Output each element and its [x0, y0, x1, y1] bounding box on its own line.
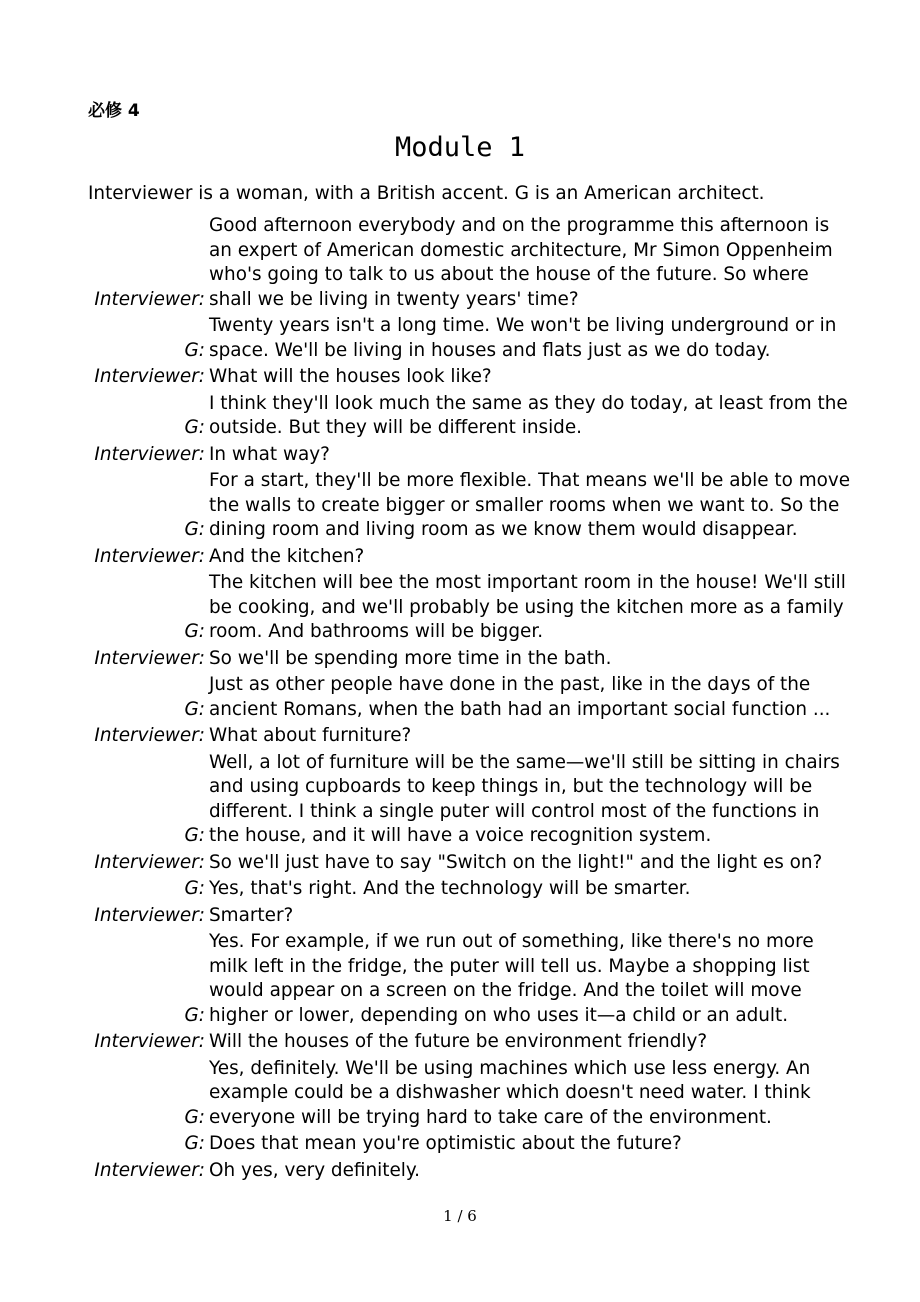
- dialogue-turn: [0, 930, 920, 1028]
- dialogue-line: shall we be living in twenty years' time?: [209, 288, 579, 310]
- dialogue-turn: [0, 647, 920, 672]
- dialogue-text: [209, 930, 849, 1028]
- dialogue-line: In what way?: [209, 443, 330, 465]
- dialogue-turn: [0, 214, 920, 312]
- dialogue-text: [209, 214, 849, 312]
- speaker-label: Interviewer:: [94, 288, 205, 310]
- dialogue-line: I think they'll look much the same as they do today, at least from the: [209, 392, 848, 414]
- speaker-label: G:: [184, 339, 205, 361]
- speaker-label: G:: [184, 621, 205, 642]
- speaker-label: G:: [184, 878, 205, 899]
- dialogue-line: And the kitchen?: [209, 545, 365, 567]
- dialogue-line: Yes, that's right. And the technology will be smarter.: [209, 878, 691, 899]
- page-title: Module 1: [394, 132, 526, 163]
- dialogue-line: Just as other people have done in the past, like in the days of the: [209, 674, 811, 695]
- dialogue-line: Oh yes, very definitely.: [209, 1159, 421, 1181]
- dialogue-line: So we'll just have to say "Switch on the light!" and the light es on?: [209, 851, 823, 873]
- dialogue-turn: [0, 545, 920, 570]
- dialogue-line: dining room and living room as we know them would disappear.: [209, 519, 798, 540]
- dialogue-turn: [0, 1159, 920, 1184]
- dialogue-turn: [0, 1030, 920, 1055]
- dialogue-text: [209, 904, 849, 929]
- dialogue-turn: [0, 443, 920, 468]
- dialogue-line: the walls to create bigger or smaller rooms when we want to. So the: [209, 494, 840, 516]
- dialogue-text: [209, 877, 849, 902]
- dialogue-transcript: [0, 214, 920, 1185]
- dialogue-line: outside. But they will be different inside.: [209, 417, 583, 438]
- dialogue-line: ancient Romans, when the bath had an important social function ...: [209, 698, 831, 720]
- dialogue-line: be cooking, and we'll probably be using the kitchen more as a family: [209, 596, 844, 618]
- dialogue-line: and using cupboards to keep things in, but the technology will be: [209, 776, 813, 797]
- speaker-label: Interviewer:: [94, 851, 205, 873]
- dialogue-turn: [0, 877, 920, 902]
- dialogue-line: For a start, they'll be more flexible. That means we'll be able to move: [209, 470, 851, 491]
- dialogue-line: room. And bathrooms will be bigger.: [209, 621, 544, 642]
- dialogue-turn: [0, 1132, 920, 1157]
- speaker-label: G:: [184, 825, 205, 846]
- dialogue-text: [209, 724, 849, 749]
- speaker-label: G:: [184, 519, 205, 540]
- dialogue-line: So we'll be spending more time in the bath.: [209, 647, 612, 669]
- page-number: 1 / 6: [443, 1207, 477, 1225]
- speaker-label: G:: [184, 417, 205, 438]
- dialogue-line: Twenty years isn't a long time. We won't be living underground or in: [209, 315, 837, 336]
- dialogue-text: [209, 751, 849, 849]
- speaker-label: Interviewer:: [94, 443, 205, 465]
- dialogue-line: who's going to talk to us about the house of the future. So where: [209, 264, 809, 285]
- dialogue-line: Good afternoon everybody and on the programme this afternoon is: [209, 215, 830, 236]
- dialogue-turn: [0, 314, 920, 363]
- dialogue-turn: [0, 724, 920, 749]
- dialogue-line: milk left in the fridge, the puter will tell us. Maybe a shopping list: [209, 955, 810, 977]
- dialogue-line: higher or lower, depending on who uses it—a child or an adult.: [209, 1004, 789, 1026]
- speaker-label: Interviewer:: [94, 366, 205, 387]
- dialogue-text: [209, 1057, 849, 1131]
- dialogue-turn: [0, 469, 920, 543]
- dialogue-text: [209, 314, 849, 363]
- dialogue-line: What about furniture?: [209, 725, 412, 746]
- dialogue-turn: [0, 673, 920, 722]
- speaker-label: G:: [184, 1004, 205, 1026]
- speaker-label: Interviewer:: [94, 1031, 205, 1052]
- dialogue-line: example could be a dishwasher which doesn't need water. I think: [209, 1082, 811, 1103]
- dialogue-line: Yes, definitely. We'll be using machines which use less energy. An: [209, 1057, 811, 1079]
- dialogue-line: The kitchen will bee the most important room in the house! We'll still: [209, 572, 846, 593]
- dialogue-line: Well, a lot of furniture will be the same—we'll still be sitting in chairs: [209, 751, 840, 773]
- intro-text: Interviewer is a woman, with a British accent. G is an American architect.: [88, 183, 765, 204]
- dialogue-turn: [0, 851, 920, 876]
- dialogue-text: [209, 1132, 849, 1157]
- speaker-label: Interviewer:: [94, 904, 205, 926]
- dialogue-line: Will the houses of the future be environment friendly?: [209, 1031, 708, 1052]
- dialogue-text: [209, 851, 849, 876]
- dialogue-turn: [0, 365, 920, 390]
- speaker-label: G:: [184, 1133, 205, 1154]
- dialogue-text: [209, 673, 849, 722]
- speaker-label: G:: [184, 698, 205, 720]
- dialogue-turn: [0, 1057, 920, 1131]
- dialogue-text: [209, 1159, 849, 1184]
- speaker-label: Interviewer:: [94, 545, 205, 567]
- dialogue-line: Smarter?: [209, 904, 294, 926]
- dialogue-line: Does that mean you're optimistic about the future?: [209, 1133, 682, 1154]
- dialogue-text: [209, 469, 849, 543]
- dialogue-text: [209, 443, 849, 468]
- speaker-label: G:: [184, 1106, 205, 1128]
- dialogue-line: everyone will be trying hard to take care of the environment.: [209, 1106, 772, 1128]
- speaker-label: Interviewer:: [94, 725, 205, 746]
- speaker-label: Interviewer:: [94, 647, 205, 669]
- dialogue-line: Yes. For example, if we run out of something, like there's no more: [209, 931, 814, 952]
- dialogue-line: different. I think a single puter will control most of the functions in: [209, 800, 820, 822]
- dialogue-line: an expert of American domestic architecture, Mr Simon Oppenheim: [209, 239, 833, 261]
- dialogue-line: What will the houses look like?: [209, 366, 492, 387]
- dialogue-turn: [0, 751, 920, 849]
- dialogue-text: [209, 392, 849, 441]
- dialogue-line: would appear on a screen on the fridge. And the toilet will move: [209, 980, 802, 1001]
- dialogue-text: [209, 1030, 849, 1055]
- dialogue-text: [209, 571, 849, 645]
- dialogue-line: the house, and it will have a voice recognition system.: [209, 825, 712, 846]
- dialogue-text: [209, 647, 849, 672]
- dialogue-turn: [0, 904, 920, 929]
- dialogue-text: [209, 545, 849, 570]
- book-label: 必修 4: [88, 101, 140, 121]
- dialogue-turn: [0, 571, 920, 645]
- dialogue-text: [209, 365, 849, 390]
- dialogue-turn: [0, 392, 920, 441]
- dialogue-line: space. We'll be living in houses and flats just as we do today.: [209, 339, 771, 361]
- speaker-label: Interviewer:: [94, 1159, 205, 1181]
